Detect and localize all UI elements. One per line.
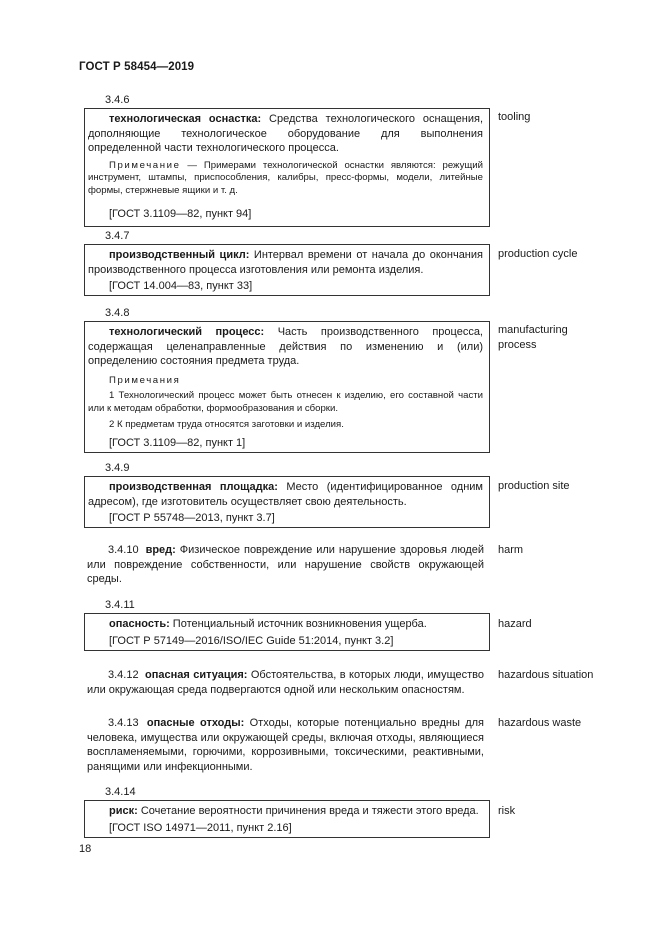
- english-term: harm: [498, 544, 524, 556]
- english-term: production cycle: [498, 248, 578, 260]
- term-source: [ГОСТ Р 55748—2013, пункт 3.7]: [109, 512, 275, 525]
- english-term: manufacturing process: [498, 324, 568, 351]
- term-entry-3-4-14: [84, 785, 620, 838]
- note-label: Примечание: [109, 159, 181, 171]
- english-term: hazardous waste: [498, 717, 582, 729]
- term-source: [ГОСТ 3.1109—82, пункт 94]: [109, 207, 252, 220]
- term-plain: [84, 543, 490, 587]
- english-term: hazard: [498, 618, 532, 630]
- term-plain: [84, 716, 490, 774]
- term-number: 3.4.6: [105, 94, 130, 106]
- term-box: [84, 244, 490, 296]
- note-text: — Примерами технологической оснастки являются: режущий инструмент, штампы, приспособления, калибры, пресс-формы, модели, литейные формы, стержневые ящики и т. д.: [88, 159, 483, 196]
- definition-text: Обстоятельства, в которых люди, имущество или окружающая среда подвергаются одной или нескольким опасностям.: [87, 669, 484, 696]
- term-definition: [88, 480, 483, 509]
- term-definition: [88, 325, 483, 369]
- definition-text: Место (идентифицированное одним адресом), где изготовитель осуществляет свою деятельность.: [88, 481, 483, 508]
- term-entry-3-4-11: [84, 598, 620, 651]
- definition-text: Потенциальный источник возникновения ущерба.: [169, 618, 427, 630]
- term-source: [ГОСТ 14.004—83, пункт 33]: [109, 280, 253, 293]
- term-box: [84, 800, 490, 838]
- term-note: [88, 160, 483, 198]
- english-term: production site: [498, 480, 570, 492]
- term-plain: [84, 668, 490, 697]
- page-number: 18: [79, 843, 92, 855]
- term-number: 3.4.9: [105, 462, 130, 474]
- definition-text: Отходы, которые потенциально вредны для человека, имущества или окружающей среды, включая отходы, являющиеся воспламеняемыми, горючими, коррозивными, токсическими, реактивными, ранящими или инфекционными.: [87, 717, 484, 773]
- term-name: опасные отходы:: [146, 717, 245, 729]
- term-box: [84, 613, 490, 651]
- term-definition: [88, 617, 483, 632]
- english-term: risk: [498, 805, 516, 817]
- term-entry-3-4-12: [84, 668, 620, 697]
- term-number: 3.4.8: [105, 307, 130, 319]
- term-number: 3.4.10: [108, 544, 139, 556]
- term-name: вред:: [145, 544, 176, 556]
- definition-text: Средства технологического оснащения, дополняющие технологическое оборудование для выполнения определенной части технологического процесса.: [88, 113, 483, 155]
- term-number: 3.4.7: [105, 230, 130, 242]
- term-number: 3.4.11: [105, 599, 135, 611]
- term-name: риск:: [109, 805, 138, 817]
- definition-text: Часть производственного процесса, содержащая целенаправленные действия по изменению и (или) определению состояния предмета труда.: [88, 326, 483, 368]
- definition-text: Физическое повреждение или нарушение здоровья людей или повреждение собственности, или нарушение свойств окружающей среды.: [87, 544, 485, 586]
- term-number: 3.4.12: [108, 669, 139, 681]
- term-definition: [87, 716, 484, 774]
- term-name: производственная площадка:: [109, 481, 278, 493]
- term-definition: [87, 668, 484, 697]
- term-entry-3-4-13: [84, 716, 620, 774]
- term-entry-3-4-7: [84, 229, 620, 296]
- term-name: технологическая оснастка:: [109, 113, 262, 125]
- term-definition: [88, 112, 483, 156]
- term-entry-3-4-8: [84, 306, 620, 453]
- term-name: производственный цикл:: [109, 249, 250, 261]
- note-label: Примечания: [109, 374, 181, 386]
- definition-text: Сочетание вероятности причинения вреда и тяжести этого вреда.: [137, 805, 479, 817]
- term-entry-3-4-9: [84, 461, 620, 528]
- term-box: [84, 108, 490, 227]
- term-number: 3.4.14: [105, 786, 136, 798]
- term-definition: [88, 804, 483, 819]
- definition-text: Интервал времени от начала до окончания производственного процесса изготовления или ремонта изделия.: [88, 249, 483, 276]
- term-number: 3.4.13: [108, 717, 139, 729]
- note-item: 2 К предметам труда относятся заготовки и изделия.: [109, 418, 344, 430]
- term-name: опасная ситуация:: [145, 669, 248, 681]
- english-term: hazardous situation: [498, 669, 594, 681]
- english-term: tooling: [498, 111, 531, 123]
- term-source: [ГОСТ Р 57149—2016/ISO/IEC Guide 51:2014, пункт 3.2]: [109, 634, 394, 647]
- term-definition: [87, 543, 484, 587]
- term-box: [84, 321, 490, 453]
- term-source: [ГОСТ 3.1109—82, пункт 1]: [109, 437, 246, 450]
- note-item: 1 Технологический процесс может быть отнесен к изделию, его составной части или к методам обработки, формообразования и сборки.: [88, 390, 483, 414]
- term-definition: [88, 248, 483, 277]
- page-header: ГОСТ Р 58454—2019: [79, 61, 195, 73]
- term-name: опасность:: [109, 618, 170, 630]
- term-entry-3-4-6: [84, 93, 620, 227]
- term-entry-3-4-10: [84, 543, 620, 587]
- notes-heading: [88, 375, 483, 388]
- term-name: технологический процесс:: [109, 326, 265, 338]
- term-box: [84, 476, 490, 528]
- term-source: [ГОСТ ISO 14971—2011, пункт 2.16]: [109, 821, 292, 834]
